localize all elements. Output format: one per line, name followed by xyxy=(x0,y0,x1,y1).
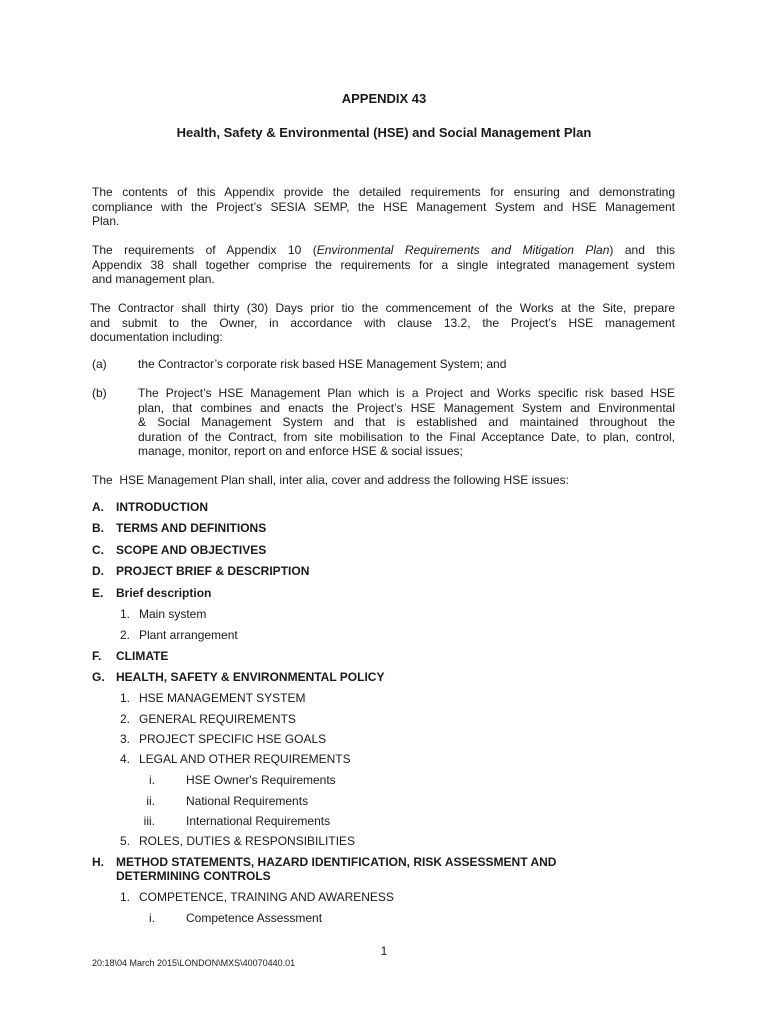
paragraph-requirements xyxy=(92,243,675,287)
emphasis-text: Environmental Requirements and Mitigation Plan xyxy=(316,243,610,257)
paragraph-line: The contents of this Appendix provide the detailed requirements for ensuring and demonstrating xyxy=(92,185,675,199)
paragraph-line: Plan. xyxy=(92,214,120,228)
paragraph-line: & Social Management System and that is established and maintained throughout the xyxy=(138,415,675,429)
paragraph-line: manage, monitor, report on and enforce HSE & social issues; xyxy=(138,444,463,458)
paragraph-line: The Contractor shall thirty (30) Days prior tio the commencement of the Works at the Site, prepare xyxy=(90,301,675,315)
paragraph-line: and management plan. xyxy=(92,272,215,286)
item-a-label: (a) xyxy=(92,357,107,371)
paragraph-line: duration of the Contract, from site mobilisation to the Final Acceptance Date, to plan, control, xyxy=(138,429,675,444)
paragraph-line: The Project’s HSE Management Plan which is a Project and Works specific risk based HSE xyxy=(138,386,675,400)
paragraph-line: Appendix 38 shall together comprise the requirements for a single integrated management system xyxy=(92,257,675,272)
document-title: APPENDIX 43 xyxy=(341,91,427,106)
issues-intro: The HSE Management Plan shall, inter alia, cover and address the following HSE issues: xyxy=(92,473,569,487)
paragraph-line: compliance with the Project’s SESIA SEMP, the HSE Management System and HSE Management xyxy=(92,199,675,214)
paragraph-line: documentation including: xyxy=(90,330,223,344)
item-b-text xyxy=(138,386,675,459)
document-page: APPENDIX 43 Health, Safety & Environmental (HSE) and Social Management Plan The contents of this Appendix provide the detailed requirements for ensuring and demonstrating compliance with the Project’s SESIA SEMP, the HSE Management System and HSE Management Plan. The requirements of Appendix 10 (Environmental Requirements and Mitigation Plan) and this Appendix 38 shall together comprise the requirements for a single integrated management system and management plan. The Contractor shall thirty (30) Days prior tio the commencement of the Works at the Site, prepare and submit to the Owner, in accordance with clause 13.2, the Project’s HSE management documentation including: (a) the Contractor’s corporate risk based HSE Management System; and (b) The Project’s HSE Management Plan which is a Project and Works specific risk based HSE plan, that combines and enacts the Project’s HSE Management System and Environmental & Social Management System and that is established and maintained throughout the duration of the Contract, from site mobilisation to the Final Acceptance Date, to plan, control, manage, monitor, report on and enforce HSE & social issues; The HSE Management Plan shall, inter alia, cover and address the following HSE issues: A. INTRODUCTION B. TERMS AND DEFINITIONS C. SCOPE AND OBJECTIVES D. PROJECT BRIEF & DESCRIPTION E. Brief description 1. Main system 2. Plant arrangement F. CLIMATE G. HEALTH, SAFETY & ENVIRONMENTAL POLICY 1. HSE MANAGEMENT SYSTEM 2. GENERAL REQUIREMENTS 3. PROJECT SPECIFIC HSE GOALS 4. LEGAL AND OTHER REQUIREMENTS i. HSE Owner's Requirements ii. National Requirements iii. International Requirements 5. ROLES, DUTIES & RESPONSIBILITIES H. METHOD STATEMENTS, HAZARD IDENTIFICATION, RISK ASSESSMENT AND DETERMINING CONTROLS 1. COMPETENCE, TRAINING AND AWARENESS i. Competence Assessment 1 20:18\04 March 2015\LONDON\MXS\40070440.01 xyxy=(0,0,768,1024)
paragraph-line: and submit to the Owner, in accordance with clause 13.2, the Project’s HSE management xyxy=(90,315,675,330)
paragraph-contractor xyxy=(90,301,675,345)
section-h-line: DETERMINING CONTROLS xyxy=(116,869,271,883)
item-b-label: (b) xyxy=(92,386,107,400)
section-h-line: METHOD STATEMENTS, HAZARD IDENTIFICATION, RISK ASSESSMENT AND xyxy=(116,855,557,869)
item-a-text: the Contractor’s corporate risk based HSE Management System; and xyxy=(138,357,507,371)
footer-reference: 20:18\04 March 2015\LONDON\MXS\40070440.01 xyxy=(92,958,296,968)
page-number: 1 xyxy=(380,944,388,958)
paragraph-line: The requirements of Appendix 10 (Environmental Requirements and Mitigation Plan) and this xyxy=(92,243,676,257)
paragraph-line: plan, that combines and enacts the Project’s HSE Management System and Environmental xyxy=(138,400,675,415)
document-subtitle: Health, Safety & Environmental (HSE) and Social Management Plan xyxy=(176,125,592,140)
paragraph-contents xyxy=(92,185,675,229)
